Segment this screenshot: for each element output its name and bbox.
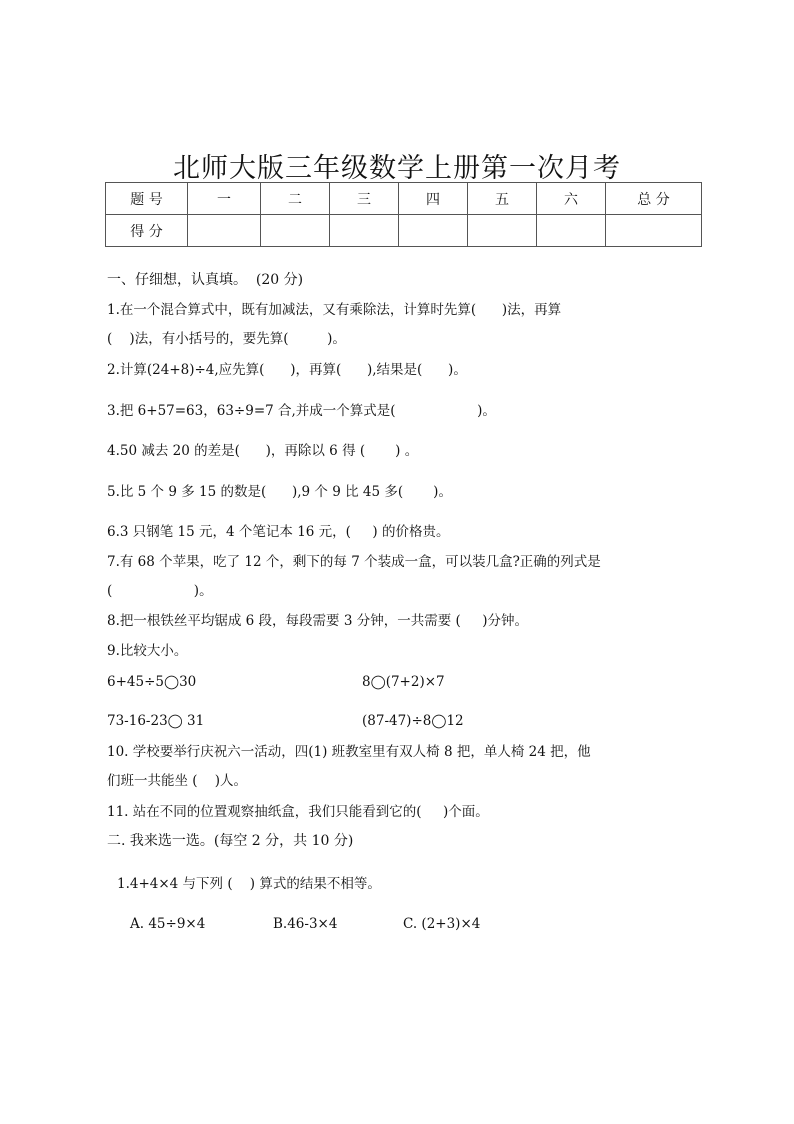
- row-label: 得 分: [106, 215, 188, 247]
- header-cell: 四: [399, 183, 468, 215]
- question-8: 8.把一根铁丝平均锯成 6 段，每段需要 3 分钟，一共需要 ( )分钟。: [107, 613, 529, 629]
- score-cell: [330, 215, 399, 247]
- question-10-line1: 10. 学校要举行庆祝六一活动，四(1) 班教室里有双人椅 8 把，单人椅 24 把，他: [107, 744, 591, 760]
- compare-item-a: 6+45÷5◯30: [107, 674, 197, 690]
- header-cell: 五: [468, 183, 537, 215]
- choice-question-1: 1.4+4×4 与下列 ( ) 算式的结果不相等。: [117, 876, 381, 892]
- question-9: 9.比较大小。: [107, 643, 188, 659]
- header-cell: 二: [261, 183, 330, 215]
- header-cell: 总 分: [606, 183, 702, 215]
- question-7-line1: 7.有 68 个苹果，吃了 12 个，剩下的每 7 个装成一盒，可以装几盒?正确的列式是: [107, 554, 601, 570]
- score-cell: [468, 215, 537, 247]
- compare-item-c: 73-16-23◯ 31: [107, 713, 205, 729]
- score-cell: [606, 215, 702, 247]
- option-c: C. (2+3)×4: [403, 916, 481, 932]
- header-cell: 三: [330, 183, 399, 215]
- question-7-line2: ( )。: [107, 583, 213, 599]
- question-4: 4.50 减去 20 的差是( )，再除以 6 得 ( ) 。: [107, 443, 419, 459]
- score-cell: [261, 215, 330, 247]
- header-cell: 六: [537, 183, 606, 215]
- question-11: 11. 站在不同的位置观察抽纸盒，我们只能看到它的( )个面。: [107, 804, 489, 820]
- question-5: 5.比 5 个 9 多 15 的数是( ),9 个 9 比 45 多( )。: [107, 484, 452, 500]
- score-cell: [188, 215, 261, 247]
- section1-heading: 一、仔细想，认真填。 (20 分): [107, 272, 304, 288]
- score-table: [105, 182, 702, 247]
- option-b: B.46-3×4: [273, 916, 338, 932]
- question-3: 3.把 6+57=63，63÷9=7 合,并成一个算式是( )。: [107, 403, 496, 419]
- page-title: 北师大版三年级数学上册第一次月考: [173, 153, 621, 184]
- question-10-line2: 们班一共能坐 ( )人。: [107, 773, 247, 789]
- score-cell: [537, 215, 606, 247]
- question-6: 6.3 只钢笔 15 元，4 个笔记本 16 元，( ) 的价格贵。: [107, 524, 450, 540]
- compare-item-b: 8◯(7+2)×7: [362, 674, 445, 690]
- option-a: A. 45÷9×4: [130, 916, 206, 932]
- score-table-header-row: [106, 183, 702, 215]
- score-cell: [399, 215, 468, 247]
- section2-heading: 二. 我来选一选。(每空 2 分，共 10 分): [107, 833, 354, 849]
- header-cell: 题 号: [106, 183, 188, 215]
- compare-item-d: (87-47)÷8◯12: [362, 713, 464, 729]
- score-table-score-row: [106, 215, 702, 247]
- question-1-line1: 1.在一个混合算式中，既有加减法，又有乘除法，计算时先算( )法，再算: [107, 302, 562, 318]
- question-2: 2.计算(24+8)÷4,应先算( )，再算( ),结果是( )。: [107, 362, 467, 378]
- question-1-line2: ( )法，有小括号的，要先算( )。: [107, 331, 346, 347]
- header-cell: 一: [188, 183, 261, 215]
